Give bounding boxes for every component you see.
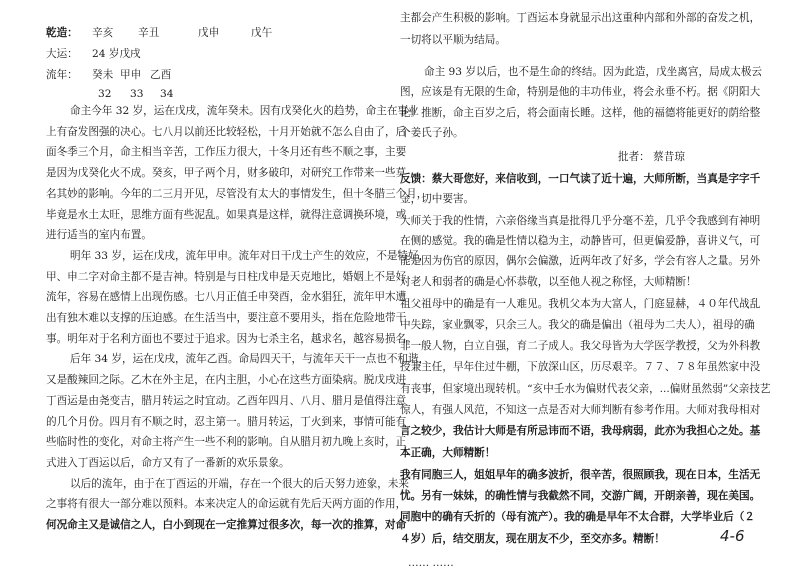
left-line: 之事将有很大一部分难以预料。本来决定人的命运就有先后天两方面的作用，: [46, 498, 407, 511]
right-line: 言之较少，我估计大师是有所忌讳而不语，我母病弱，此亦为我担心之处。基: [400, 425, 761, 437]
right-line: 图，应该是有无限的生命，特别是他的丰功伟业，将会永垂不朽。据《阴阳大: [400, 86, 761, 98]
left-line: 出有独木难以支撑的压迫感。在生活当中，要注意不要用头，指在危险地带干: [46, 312, 407, 324]
left-line: 丁酉运是由尧变吉，腊月转运之时宜动。乙酉年四月、八月、腊月是值得注意: [46, 394, 407, 407]
right-line: 祖父祖母中的确是有一人难见。我机父本为大富人，门庭显赫，４０年代战乱: [400, 298, 761, 310]
right-line: 授兼主任，早年住过牛棚，下放深山区，历尽艰辛。７７、７８年虽然家中没: [400, 361, 761, 373]
left-line: 上有奋发图强的决心。七八月以前还比较轻松，十月开始就不怎么自由了，后: [46, 125, 407, 138]
right-line: 中失踪，家业飘零，只余三人。我父的确是偏出（祖母为二夫人），祖母的确: [400, 319, 755, 331]
right-line: 主都会产生积极的影响。丁酉运本身就显示出这重种内部和外部的奋发之机，: [400, 12, 761, 24]
right-line: 个姜氏子孙。: [400, 127, 464, 139]
liunian-2: 甲申: [120, 69, 142, 81]
left-line: 面冬季三个月，命主相当辛苦，工作压力很大，十冬月还有些不顺之事，主要: [46, 146, 407, 159]
pillar-month: 辛丑: [138, 27, 160, 39]
right-line: 大师关于我的性情，六亲俗缘当真是批得几乎分毫不差，几乎令我感到有神明: [400, 215, 761, 227]
left-line: 明年 33 岁，运在戊戌，流年甲申。流年对日干戊土产生的效应，不是特好，: [70, 249, 430, 262]
right-line: 非一般人物，白立自强，育二子成人。我父母皆为大学医学教授，父为外科教: [400, 340, 761, 352]
dayun-label: 大运：: [46, 48, 78, 60]
right-line: 金，切中要害。: [400, 193, 475, 205]
right-line: 我有同胞三人，姐姐早年的确多波折，很辛苦，很照顾我，现在日本，生活无: [400, 469, 761, 481]
left-line: 流年，容易在感情上出现伤感。七八月正值壬申癸酉，金水猖狂，流年甲木遭: [46, 291, 407, 304]
left-line: 的几个月份。四月有不顺之时，忍主第一。腊月转运，丁火到来，事情可能有: [46, 415, 407, 428]
right-line: 一切将以平顺为结局。: [400, 34, 506, 46]
right-line: ４岁）后，结交朋友，现在朋友不少，至交亦多。精断！: [400, 533, 665, 545]
right-line: 忧。另有一妹妹，的确性情与我截然不同，交游广阔，开朗亲善，现在美国。: [400, 490, 761, 502]
left-line: 又是酸辣回之际。乙木在外主足，在内主胆，小心在这些方面染病。脱戊戌进: [46, 374, 407, 387]
left-line: 事。明年对于名利方面也不要过于追求。因为七杀主名，越求名，越容易损名。: [46, 332, 417, 345]
right-line: 反馈：蔡大哥您好，来信收到，一口气读了近十遍，大师所断，当真是字字千: [400, 173, 761, 185]
critic-signature: 批者： 蔡昔琼: [618, 151, 685, 163]
right-line: 对老人和弱者的确是心怀恭敬，以至他人视之称怪，大师精断！: [400, 276, 697, 288]
left-line: 何况命主又是诚信之人，白小到现在一定推算过很多次，每一次的推算，对命: [46, 519, 407, 531]
pillar-hour: 戊午: [251, 27, 273, 39]
left-line: 甲、申二字对命主都不是吉神。特别是与日柱戊申是天克地比，婚姻上不是好: [46, 270, 407, 283]
left-line: 毕竟是水土太旺，思维方面有些泥乱。如果真是这样，就得注意调换环境，或: [46, 208, 407, 221]
right-line: 本正确，大师精断！: [400, 447, 496, 459]
right-line: 命主 93 岁以后，也不是生命的终结。因为此造，戊坐离宫，局成太极云: [424, 66, 763, 78]
pillar-year: 辛亥: [92, 27, 114, 39]
liunian-3: 乙酉: [150, 69, 172, 81]
right-line: 能是因为伤官的原因，偶尔会偏激，近两年改了好多，学会有容人之量。另外: [400, 255, 761, 267]
left-line: 命主今年 32 岁，运在戊戌，流年癸未。因有戊癸化火的趋势，命主在事业: [70, 105, 419, 117]
right-line: 同胞中的确有夭折的（母有流产）。我的确是早年不太合群，大学毕业后（２: [400, 511, 755, 523]
pillars-label: 乾造：: [46, 27, 78, 39]
left-line: 以后的流年，由于在丁酉运的开端，存在一个很大的后天努力迹象，未来: [70, 477, 409, 490]
right-line: 有丧事，但家境出现转机。“亥中壬水为偏财代表父亲，...偏财虽然弱”父亲技艺: [400, 383, 771, 395]
age-3: 34: [160, 88, 174, 100]
right-line: 惊人，有强人风范，不知这一点是否对大师判断有参考作用。大师对我母相对: [400, 404, 761, 416]
left-line: 名其妙的影响。今年的二三月开见，尽管没有太大的事情发生，但十冬腊三个月，: [46, 187, 428, 200]
pillar-day: 戊申: [198, 27, 220, 39]
age-2: 33: [130, 88, 144, 100]
right-line: 在侧的感觉。我的确是性情以稳为主，动静皆可，但更偏爱静，喜讲义气，可: [400, 235, 761, 247]
dayun-value: 24 岁戊戌: [92, 48, 141, 60]
page-number: 4-6: [720, 527, 745, 545]
left-line: 是因为戊癸化火不成。癸亥，甲子两个月，财多破印，对研究工作带来一些莫: [46, 167, 407, 180]
left-line: 些临时性的变化，对命主将产生一些不利的影响。自从腊月初九晚上亥时，正: [46, 436, 407, 449]
right-line: 论》推断，命主百岁之后，将会面南长睡。这样，他的福德将能更好的荫给整: [400, 107, 761, 119]
left-line: 后年 34 岁，运在戊戌，流年乙酉。命局四天干，与流年天干一点也不和谐，: [70, 353, 430, 366]
right-line: …… ……: [408, 557, 454, 569]
age-1: 32: [98, 88, 112, 100]
liunian-label: 流年：: [46, 69, 78, 81]
liunian-1: 癸未: [92, 69, 114, 81]
left-line: 进行适当的室内布置。: [46, 229, 152, 242]
left-line: 式进入丁酉运以后，命方又有了一番新的欢乐景象。: [46, 456, 290, 469]
